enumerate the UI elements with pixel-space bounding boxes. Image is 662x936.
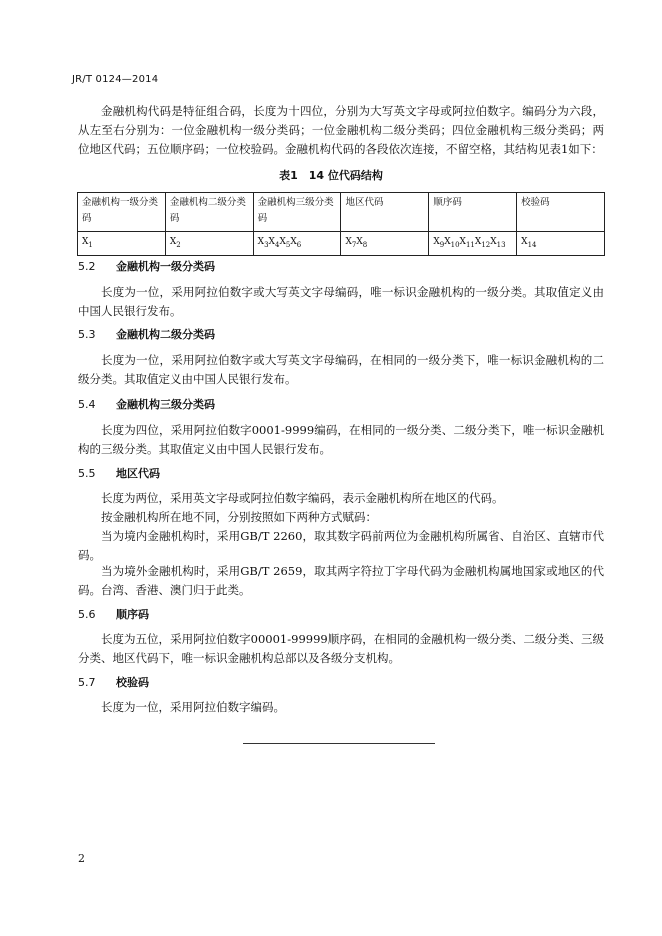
section-number: 5.3 xyxy=(78,328,96,341)
section-paragraph: 长度为四位，采用阿拉伯数字0001-9999编码，在相同的一级分类、二级分类下，唯一标识金融机构的三级分类。其取值定义由中国人民银行发布。 xyxy=(78,423,604,456)
end-rule-divider xyxy=(243,743,435,744)
section-title: 金融机构二级分类码 xyxy=(116,328,215,341)
table-header-cell: 校验码 xyxy=(517,193,605,232)
section-paragraph: 长度为五位，采用阿拉伯数字00001-99999顺序码，在相同的金融机构一级分类、二级分类、三级分类、地区代码下，唯一标识金融机构总部以及各级分支机构。 xyxy=(78,632,604,665)
section-paragraph: 长度为两位，采用英文字母或阿拉伯数字编码，表示金融机构所在地区的代码。 xyxy=(101,491,504,505)
table-cell: $X_{14}$ xyxy=(517,232,605,256)
section-heading-5-7 xyxy=(78,675,149,691)
table-cell: $X_7X_8$ xyxy=(341,232,429,256)
section-number: 5.4 xyxy=(78,398,96,411)
table-cell: $X_1$ xyxy=(78,232,166,256)
table-header-cell: 顺序码 xyxy=(429,193,517,232)
section-title: 顺序码 xyxy=(116,608,149,621)
table-header-cell: 金融机构三级分类码 xyxy=(253,193,341,232)
section-heading-5-5 xyxy=(78,466,160,482)
section-paragraph: 长度为一位，采用阿拉伯数字或大写英文字母编码，唯一标识金融机构的一级分类。其取值定义由中国人民银行发布。 xyxy=(78,285,604,318)
section-title: 校验码 xyxy=(116,676,149,689)
table-row xyxy=(78,232,605,256)
table-title: 表1 14 位代码结构 xyxy=(279,169,383,182)
section-paragraph: 当为境外金融机构时，采用GB/T 2659，取其两字符拉丁字母代码为金融机构属地国家或地区的代码。台湾、香港、澳门归于此类。 xyxy=(78,564,604,597)
code-structure-table xyxy=(77,192,605,256)
section-paragraph: 长度为一位，采用阿拉伯数字或大写英文字母编码，在相同的一级分类下，唯一标识金融机构的二级分类。其取值定义由中国人民银行发布。 xyxy=(78,353,604,386)
section-heading-5-4 xyxy=(78,397,215,413)
table-cell: $X_3X_4X_5X_6$ xyxy=(253,232,341,256)
section-paragraph: 按金融机构所在地不同，分别按照如下两种方式赋码： xyxy=(101,510,377,524)
table-header-cell: 地区代码 xyxy=(341,193,429,232)
section-paragraph: 当为境内金融机构时，采用GB/T 2260，取其数字码前两位为金融机构所属省、自治区、直辖市代码。 xyxy=(78,529,604,562)
intro-paragraph: 金融机构代码是特征组合码，长度为十四位，分别为大写英文字母或阿拉伯数字。编码分为六段，从左至右分别为：一位金融机构一级分类码；一位金融机构二级分类码；四位金融机构三级分类码；两位地区代码；五位顺序码；一位校验码。金融机构代码的各段依次连接，不留空格，其结构见表1如下： xyxy=(78,104,604,156)
table-cell: $X_9X_{10}X_{11}X_{12}X_{13}$ xyxy=(429,232,517,256)
section-title: 地区代码 xyxy=(116,467,160,480)
page-number: 2 xyxy=(78,852,85,865)
section-heading-5-6 xyxy=(78,607,149,623)
table-cell: $X_2$ xyxy=(165,232,253,256)
section-title: 金融机构三级分类码 xyxy=(116,398,215,411)
section-number: 5.6 xyxy=(78,608,96,621)
table-header-row xyxy=(78,193,605,232)
table-header-cell: 金融机构二级分类码 xyxy=(165,193,253,232)
section-number: 5.2 xyxy=(78,260,96,273)
section-title: 金融机构一级分类码 xyxy=(116,260,215,273)
section-paragraph: 长度为一位，采用阿拉伯数字编码。 xyxy=(101,700,285,714)
table-header-cell: 金融机构一级分类码 xyxy=(78,193,166,232)
section-heading-5-2 xyxy=(78,259,215,275)
section-heading-5-3 xyxy=(78,327,215,343)
section-number: 5.5 xyxy=(78,467,96,480)
section-number: 5.7 xyxy=(78,676,96,689)
document-id-header: JR/T 0124—2014 xyxy=(72,74,159,85)
